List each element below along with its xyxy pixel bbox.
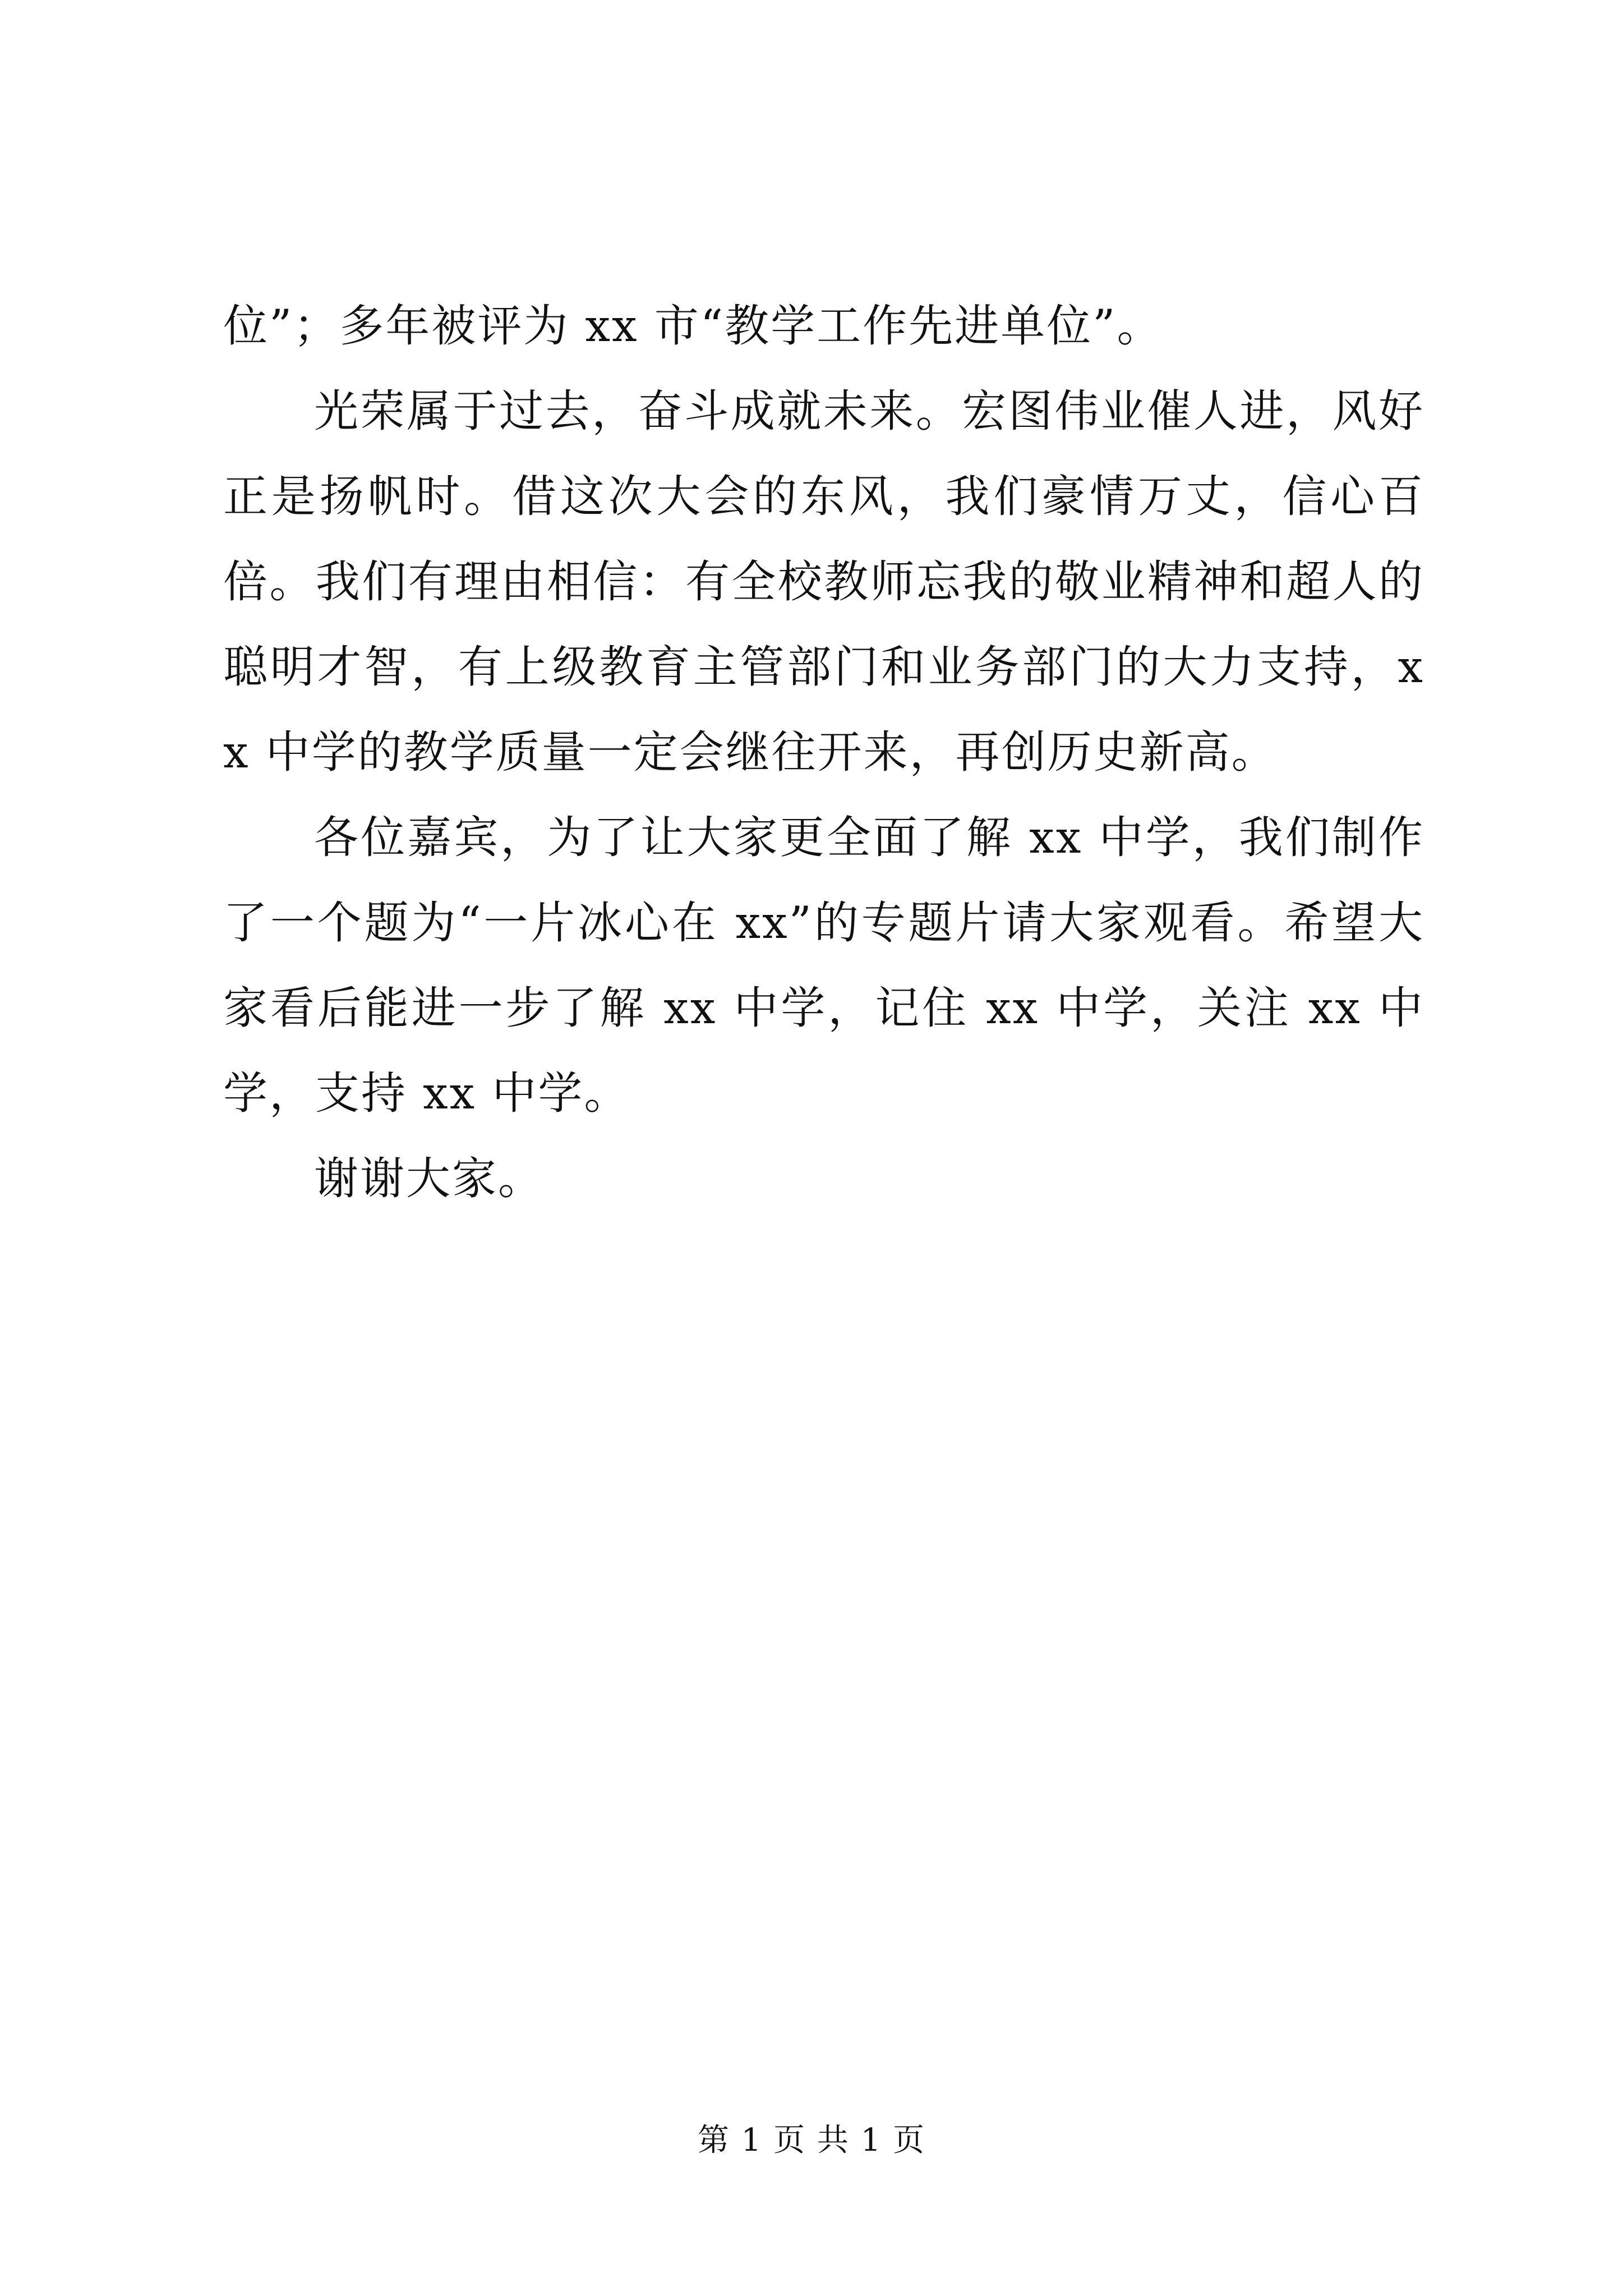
paragraph-future: 光荣属于过去，奋斗成就未来。宏图伟业催人进，风好正是扬帆时。借这次大会的东风，我们豪情万丈，信心百倍。我们有理由相信：有全校教师忘我的敬业精神和超人的聪明才智，有上级教育主管部门和业务部门的大力支持，xx 中学的教学质量一定会继往开来，再创历史新高。 bbox=[223, 385, 1424, 778]
page-number-footer: 第 1 页 共 1 页 bbox=[697, 2122, 926, 2159]
paragraph-thanks: 谢谢大家。 bbox=[314, 1153, 544, 1204]
document-body bbox=[223, 283, 1424, 1221]
paragraph-guests: 各位嘉宾，为了让大家更全面了解 xx 中学，我们制作了一个题为“一片冰心在 xx”的专题片请大家观看。希望大家看后能进一步了解 xx 中学，记住 xx 中学，关注 xx 中学，支持 xx 中学。 bbox=[223, 812, 1424, 1119]
paragraph-continued: 位”；多年被评为 xx 市“教学工作先进单位”。 bbox=[223, 300, 1163, 352]
